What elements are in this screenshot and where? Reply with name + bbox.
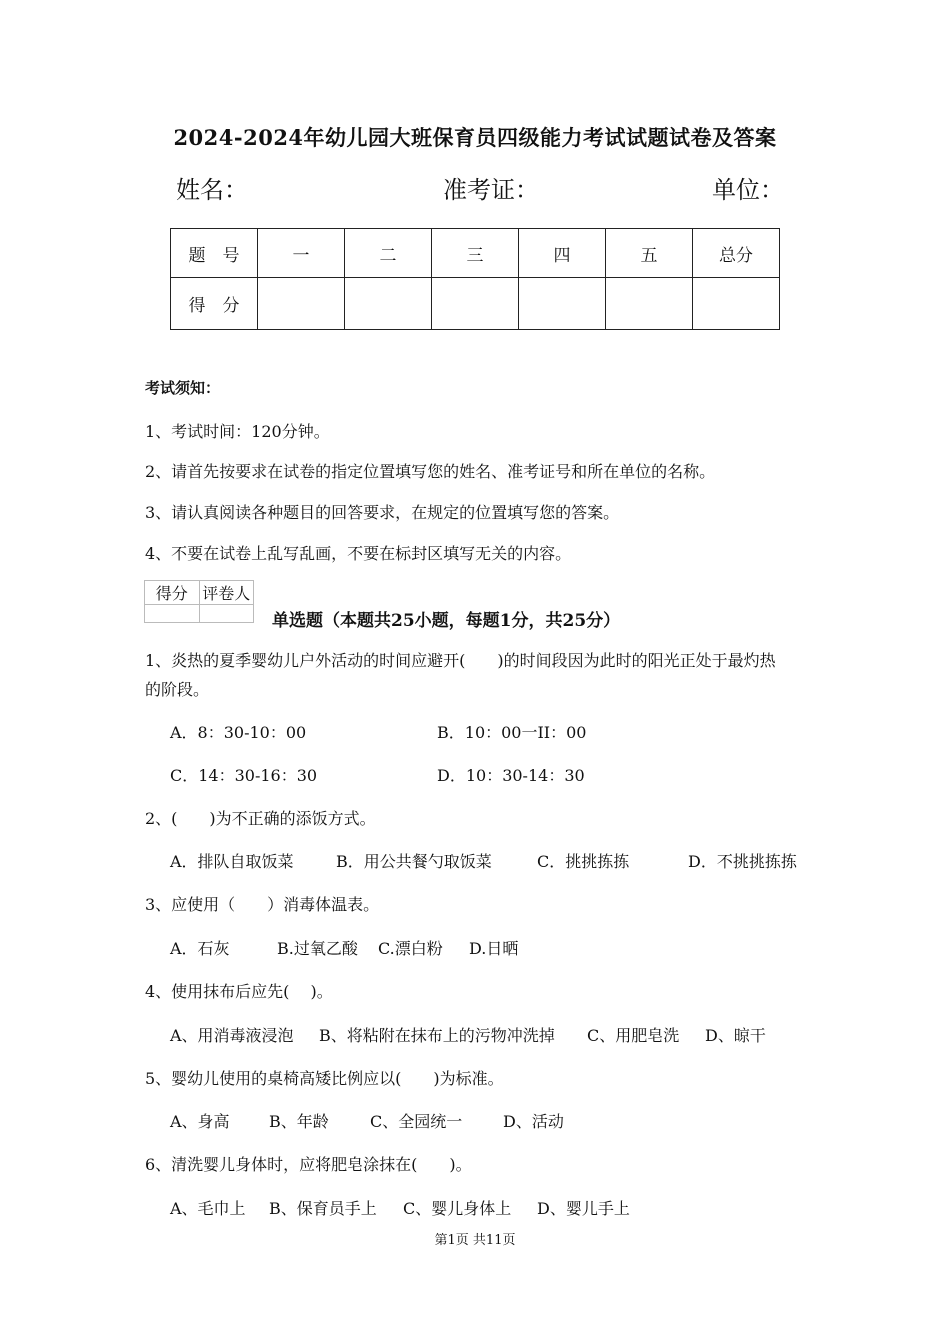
grader-score-cell[interactable]	[145, 605, 200, 623]
score-cell[interactable]	[606, 278, 693, 330]
option-b[interactable]: B、将粘附在抹布上的污物冲洗掉	[319, 1026, 555, 1045]
score-table-header-cell: 四	[519, 229, 606, 278]
notice-item: 2、请首先按要求在试卷的指定位置填写您的姓名、准考证号和所在单位的名称。	[145, 462, 716, 481]
question-stem: 2、( )为不正确的添饭方式。	[145, 809, 376, 828]
unit-field-label: 单位：	[712, 176, 784, 204]
question-stem: 5、婴幼儿使用的桌椅高矮比例应以( )为标准。	[145, 1069, 504, 1088]
exam-id-field-label: 准考证：	[443, 176, 539, 204]
question-stem: 4、使用抹布后应先( )。	[145, 982, 333, 1001]
grader-box	[144, 580, 254, 623]
option-d[interactable]: D．10：30-14：30	[437, 766, 585, 785]
name-field-label: 姓名：	[176, 176, 248, 204]
question-stem: 6、清洗婴儿身体时，应将肥皂涂抹在( )。	[145, 1155, 472, 1174]
score-table-score-row	[171, 278, 780, 330]
option-d[interactable]: D、活动	[503, 1112, 564, 1131]
score-table-header-cell: 总分	[693, 229, 780, 278]
score-table-header-cell: 二	[345, 229, 432, 278]
score-table-header-row	[171, 229, 780, 278]
section-heading: 单选题（本题共25小题，每题1分，共25分）	[272, 611, 621, 631]
option-a[interactable]: A、身高	[170, 1112, 230, 1131]
grader-reviewer-label: 评卷人	[199, 581, 254, 605]
score-table-header-cell: 三	[432, 229, 519, 278]
score-cell[interactable]	[345, 278, 432, 330]
option-a[interactable]: A．8：30-10：00	[170, 723, 307, 742]
page-footer: 第1页 共11页	[434, 1233, 516, 1248]
option-c[interactable]: C．挑挑拣拣	[537, 852, 630, 871]
question-stem-continued: 的阶段。	[145, 680, 210, 699]
option-b[interactable]: B、保育员手上	[269, 1199, 377, 1218]
page-title: 2024-2024年幼儿园大班保育员四级能力考试试题试卷及答案	[173, 125, 777, 150]
option-d[interactable]: D、晾干	[705, 1026, 766, 1045]
score-table-header-cell: 题 号	[171, 229, 258, 278]
grader-reviewer-cell[interactable]	[199, 605, 254, 623]
score-row-label: 得 分	[171, 278, 258, 330]
option-b[interactable]: B．10：00一II：00	[437, 723, 587, 742]
option-c[interactable]: C、婴儿身体上	[403, 1199, 512, 1218]
option-c[interactable]: C、用肥皂洗	[587, 1026, 680, 1045]
score-table-header-cell: 一	[258, 229, 345, 278]
grader-score-label: 得分	[145, 581, 200, 605]
score-cell[interactable]	[432, 278, 519, 330]
notice-heading: 考试须知：	[145, 379, 221, 397]
notice-item: 3、请认真阅读各种题目的回答要求，在规定的位置填写您的答案。	[145, 503, 620, 522]
score-cell[interactable]	[693, 278, 780, 330]
option-b[interactable]: B、年龄	[269, 1112, 329, 1131]
option-a[interactable]: A、毛巾上	[170, 1199, 246, 1218]
score-table-header-cell: 五	[606, 229, 693, 278]
score-cell[interactable]	[258, 278, 345, 330]
option-a[interactable]: A．石灰	[170, 939, 230, 958]
score-cell[interactable]	[519, 278, 606, 330]
notice-item: 1、考试时间：120分钟。	[145, 422, 330, 441]
notice-item: 4、不要在试卷上乱写乱画，不要在标封区填写无关的内容。	[145, 544, 572, 563]
option-b[interactable]: B.过氧乙酸	[277, 939, 358, 958]
option-d[interactable]: D．不挑挑拣拣	[688, 852, 797, 871]
question-stem: 3、应使用（ ）消毒体温表。	[145, 895, 380, 914]
option-c[interactable]: C．14：30-16：30	[170, 766, 318, 785]
option-c[interactable]: C、全园统一	[370, 1112, 463, 1131]
option-a[interactable]: A．排队自取饭菜	[170, 852, 294, 871]
option-b[interactable]: B．用公共餐勺取饭菜	[336, 852, 492, 871]
score-table	[170, 228, 780, 330]
option-d[interactable]: D、婴儿手上	[537, 1199, 630, 1218]
option-d[interactable]: D.日晒	[469, 939, 519, 958]
option-a[interactable]: A、用消毒液浸泡	[170, 1026, 294, 1045]
question-stem: 1、炎热的夏季婴幼儿户外活动的时间应避开( )的时间段因为此时的阳光正处于最灼热	[145, 651, 776, 670]
option-c[interactable]: C.漂白粉	[378, 939, 443, 958]
